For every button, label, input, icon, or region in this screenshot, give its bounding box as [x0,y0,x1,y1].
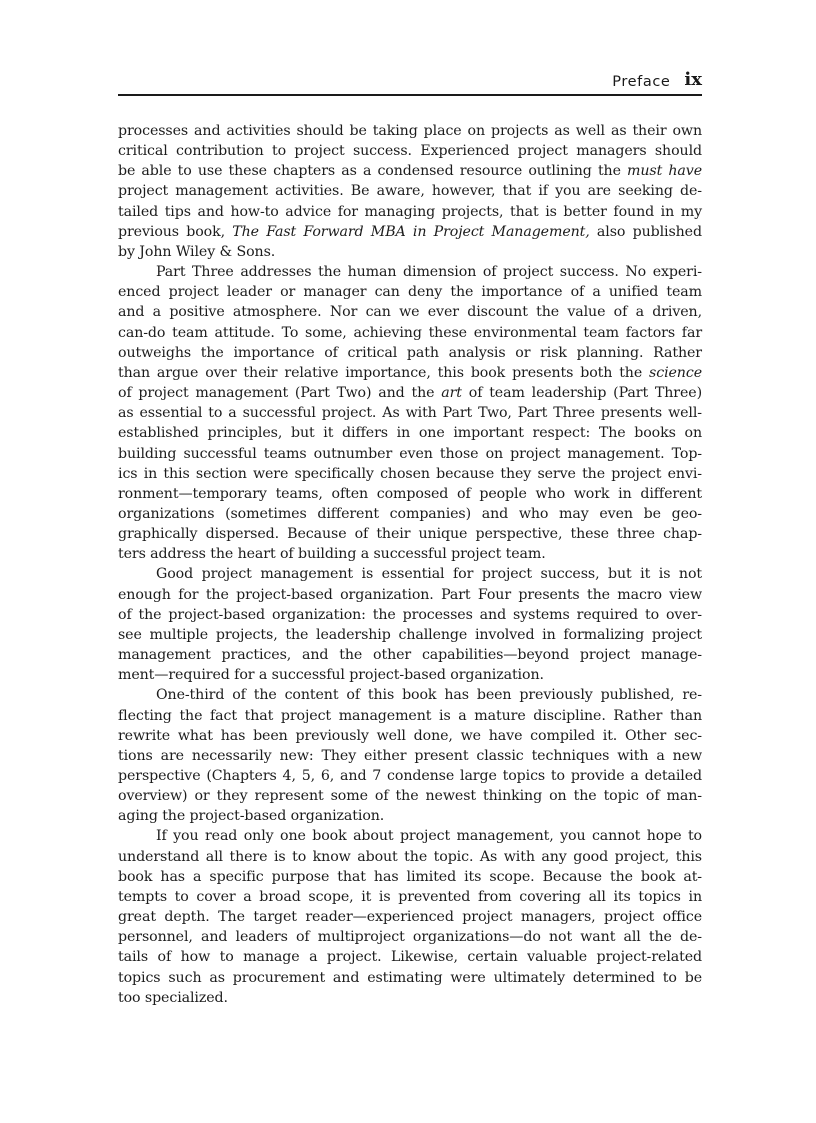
text-line: critical contribution to project success. Experienced project managers should [118,143,702,160]
text-line: tempts to cover a broad scope, it is prevented from covering all its topics in [118,888,702,905]
text-line: graphically dispersed. Because of their unique perspective, these three chap- [118,526,702,543]
text-line: topics such as procurement and estimating were ultimately determined to be [118,969,702,986]
text-line: flecting the fact that project management is a mature discipline. Rather than [118,707,702,724]
running-head [118,66,702,96]
text-line: enough for the project-based organization. Part Four presents the macro view [118,586,702,603]
text-line: project management activities. Be aware, however, that if you are seeking de- [118,183,702,200]
text-line: too specialized. [118,989,228,1006]
text-line: rewrite what has been previously well done, we have compiled it. Other sec- [118,727,702,744]
text-line: perspective (Chapters 4, 5, 6, and 7 condense large topics to provide a detailed [118,768,702,784]
text-line: processes and activities should be taking place on projects as well as their own [118,123,702,139]
text-line: can-do team attitude. To some, achieving these environmental team factors far [118,324,702,341]
text-line: tails of how to manage a project. Likewise, certain valuable project-related [118,949,702,966]
text-line: building successful teams outnumber even those on project management. Top- [118,445,702,462]
text-line: as essential to a successful project. As with Part Two, Part Three presents well- [118,405,702,422]
text-line: book has a specific purpose that has limited its scope. Because the book at- [118,868,702,885]
text-line: see multiple projects, the leadership challenge involved in formalizing project [118,626,702,643]
text-line: ters address the heart of building a successful project team. [118,546,546,563]
text-line: established principles, but it differs in one important respect: The books on [118,425,702,442]
text-line: If you read only one book about project management, you cannot hope to [156,828,702,845]
text-line: enced project leader or manager can deny the importance of a unified team [118,284,702,301]
text-line: ronment—temporary teams, often composed of people who work in different [118,485,702,502]
text-line: overview) or they represent some of the newest thinking on the topic of man- [118,788,702,805]
text-line: outweighs the importance of critical path analysis or risk planning. Rather [118,344,702,361]
text-line: be able to use these chapters as a condensed resource outlining the must have [118,163,702,180]
text-line: ics in this section were specifically chosen because they serve the project envi- [118,465,702,482]
text-line: personnel, and leaders of multiproject organizations—do not want all the de- [118,929,702,946]
text-line: previous book, The Fast Forward MBA in Project Management, also published [118,223,702,240]
text-line: management practices, and the other capabilities—beyond project manage- [118,647,702,664]
text-line: aging the project-based organization. [118,808,385,825]
text-line: of the project-based organization: the processes and systems required to over- [118,606,702,623]
text-line: by John Wiley & Sons. [118,243,276,260]
page-number: ix [684,69,702,90]
text-line: tailed tips and how-to advice for managing projects, that is better found in my [118,203,702,220]
text-line: One-third of the content of this book has been previously published, re- [156,687,702,704]
text-line: tions are necessarily new: They either present classic techniques with a new [118,747,702,764]
text-line: and a positive atmosphere. Nor can we ever discount the value of a driven, [118,304,702,321]
text-line: of project management (Part Two) and the art of team leadership (Part Three) [118,385,702,402]
text-line: organizations (sometimes different companies) and who may even be geo- [118,505,702,522]
running-head-label: Preface [612,74,671,90]
text-line: understand all there is to know about the topic. As with any good project, this [118,848,702,865]
text-line: than argue over their relative importance, this book presents both the science [118,364,702,381]
text-line: Part Three addresses the human dimension of project success. No experi- [156,264,702,281]
text-line: Good project management is essential for project success, but it is not [156,566,702,583]
text-line: ment—required for a successful project-based organization. [118,667,544,684]
text-line: great depth. The target reader—experienced project managers, project office [118,909,702,926]
body-text [118,121,702,1008]
